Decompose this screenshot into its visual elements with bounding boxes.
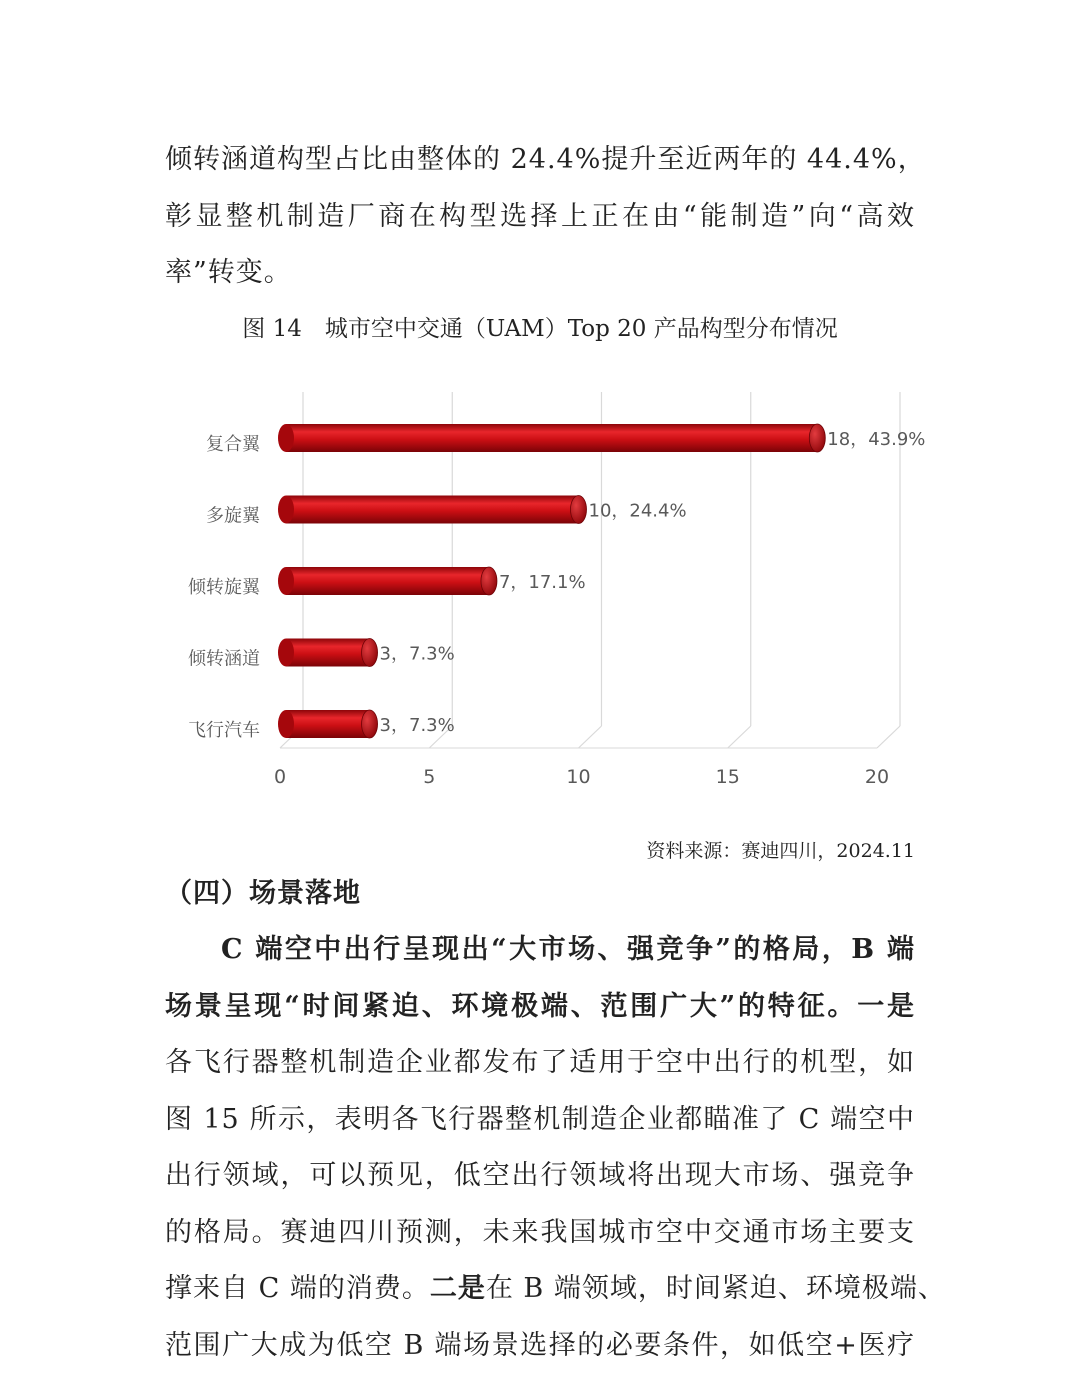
intro-line-2: 彰显整机制造厂商在构型选择上正在由“能制造”向“高效 — [165, 200, 915, 232]
x-tick-label: 20 — [864, 766, 890, 788]
gridline-diagonal — [877, 726, 900, 748]
body-line-1-text: C 端空中出行呈现出“大市场、强竞争”的格局，B 端 — [221, 934, 915, 965]
category-label: 倾转旋翼 — [188, 577, 260, 598]
bar-left-cap — [278, 639, 294, 667]
intro-paragraph — [165, 132, 926, 302]
bar — [286, 639, 370, 667]
bar — [286, 496, 579, 524]
x-tick-label: 0 — [273, 766, 287, 788]
body-line-7 — [165, 1261, 946, 1318]
bar-end-cap — [809, 424, 825, 452]
body-line-3: 各飞行器整机制造企业都发布了适用于空中出行的机型，如 — [165, 1047, 915, 1078]
data-label: 7，17.1% — [498, 572, 586, 593]
body-line-7c: 在 B 端领域，时间紧迫、环境极端、 — [485, 1273, 946, 1304]
body-line-7a: 撑来自 C 端的消费。 — [165, 1273, 430, 1304]
body-line-6: 的格局。赛迪四川预测，未来我国城市空中交通市场主要支 — [165, 1216, 915, 1248]
data-label: 3，7.3% — [379, 643, 455, 665]
bar — [286, 567, 489, 595]
body-line-2: 场景呈现“时间紧迫、环境极端、范围广大”的特征。一是 — [165, 990, 915, 1022]
category-label: 多旋翼 — [206, 505, 260, 527]
section-heading: （四）场景落地 — [165, 878, 361, 909]
data-label: 10，24.4% — [588, 500, 687, 522]
data-label: 18，43.9% — [827, 429, 926, 450]
bar-chart — [0, 370, 1080, 840]
category-label: 飞行汽车 — [188, 720, 260, 741]
figure-caption: 图 14 城市空中交通（UAM）Top 20 产品构型分布情况 — [242, 316, 838, 342]
gridline-diagonal — [728, 726, 751, 748]
bar-end-cap — [362, 639, 378, 667]
bar — [286, 710, 370, 738]
bar-end-cap — [481, 567, 497, 595]
x-tick-label: 5 — [423, 766, 436, 788]
body-line-7b: 二是 — [429, 1273, 486, 1304]
body-line-5: 出行领域，可以预见，低空出行领域将出现大市场、强竞争 — [165, 1160, 915, 1191]
bar-left-cap — [278, 424, 294, 452]
gridline-diagonal — [579, 726, 602, 748]
category-label: 复合翼 — [206, 434, 260, 455]
bar — [286, 424, 817, 452]
x-tick-label: 15 — [715, 766, 740, 788]
body-paragraph — [165, 922, 946, 1374]
intro-line-1: 倾转涵道构型占比由整体的 24.4%提升至近两年的 44.4%， — [165, 144, 926, 175]
bar-end-cap — [571, 496, 587, 524]
bar-left-cap — [278, 496, 294, 524]
bar-left-cap — [278, 710, 294, 738]
body-line-4: 图 15 所示，表明各飞行器整机制造企业都瞄准了 C 端空中 — [165, 1103, 915, 1135]
x-tick-label: 10 — [566, 766, 591, 788]
category-label: 倾转涵道 — [188, 648, 260, 670]
figure-source: 资料来源：赛迪四川，2024.11 — [646, 840, 915, 862]
bar-left-cap — [278, 567, 294, 595]
intro-line-3: 率”转变。 — [165, 257, 292, 288]
body-line-8: 范围广大成为低空 B 端场景选择的必要条件，如低空+医疗 — [165, 1329, 915, 1361]
body-line-1 — [165, 922, 915, 979]
bar-end-cap — [362, 710, 378, 738]
data-label: 3，7.3% — [379, 715, 455, 736]
